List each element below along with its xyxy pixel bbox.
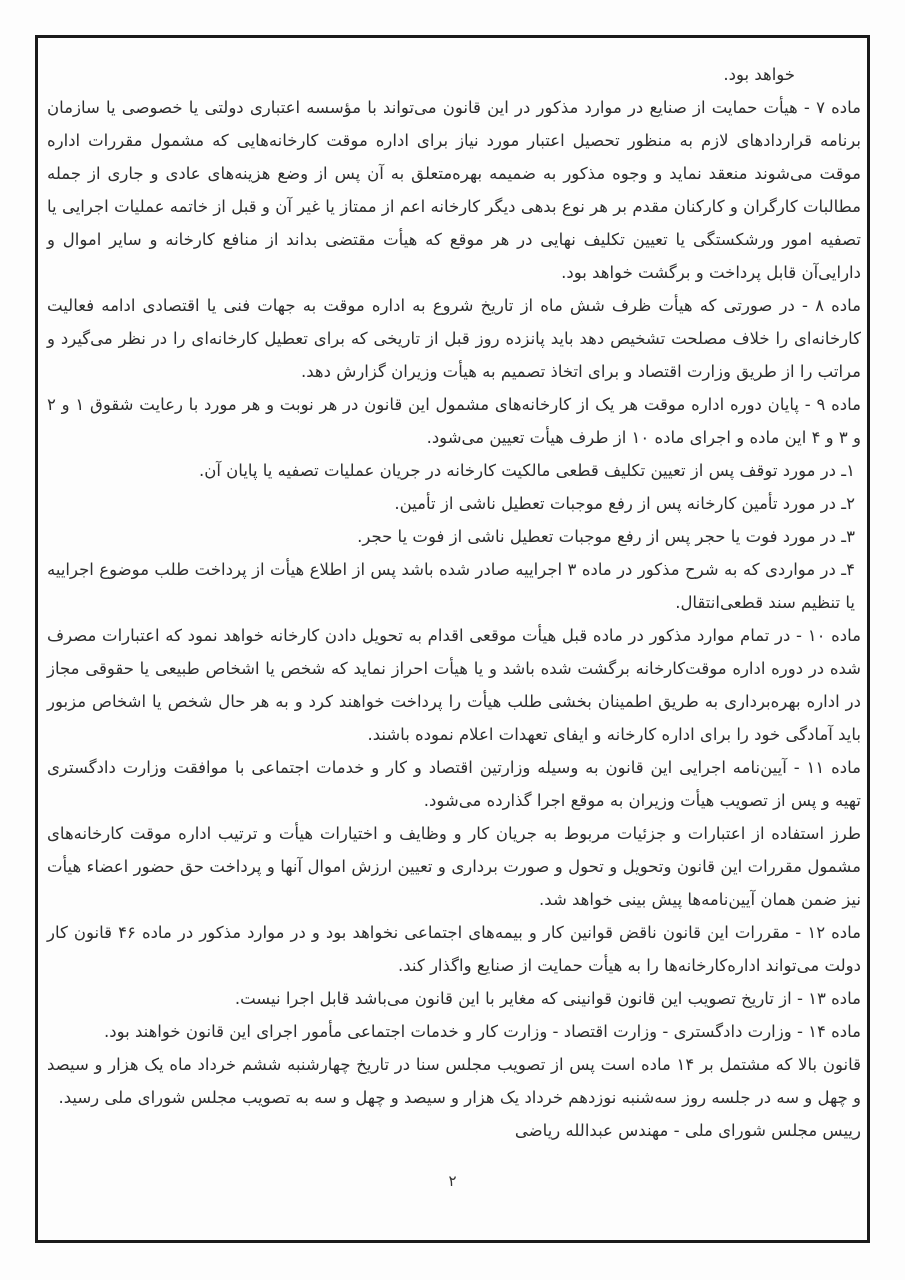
body-paragraph: طرز استفاده از اعتبارات و جزئیات مربوط به جریان کار و وظایف و اختیارات هیأت و ترتیب اداره موقت کارخانه‌های مشمول مقررات این قانون وتحویل و تحول و صورت برداری و تعیین ارزش اموال آنها و پرداخت حق حضور اعضاء هیأت نیز ضمن همان آیین‌نامه‌ها پیش بینی خواهد شد. [47, 824, 861, 909]
list-item: ۱ـ در مورد توقف پس از تعیین تکلیف قطعی مالکیت کارخانه در جریان عملیات تصفیه یا پایان آن. [198, 461, 855, 480]
article-paragraph: ماده ۸ - در صورتی که هیأت ظرف شش ماه از تاریخ شروع به اداره موقت به جهات فنی یا اقتصادی ادامه فعالیت کارخانه‌ای را خلاف مصلحت تشخیص دهد باید پانزده روز قبل از تاریخی که برای تعطیل کارخانه‌ای را در نظر می‌گیرد و مراتب را از طریق وزارت اقتصاد و برای اتخاذ تصمیم به هیأت وزیران گزارش دهد. [47, 296, 861, 381]
document-body [47, 58, 861, 1147]
page-number: ۲ [448, 1172, 457, 1190]
list-item: ۴ـ در مواردی که به شرح مذکور در ماده ۳ اجراییه صادر شده باشد پس از اطلاع هیأت از پرداخت طلب موضوع اجراییه یا تنظیم سند قطعی‌انتقال. [47, 560, 855, 612]
article-paragraph: ماده ۱۰ - در تمام موارد مذکور در ماده قبل هیأت موقعی اقدام به تحویل دادن کارخانه خواهد نمود که اعتبارات مصرف شده در دوره اداره موقت‌کارخانه برگشت شده باشد و یا هیأت احراز نماید که شخص یا اشخاص طبیعی یا حقوقی مجاز در اداره بهره‌برداری به طریق اطمینان بخشی طلب هیأت را پرداخت خواهند کرد و به هر حال شخص یا اشخاص مزبور باید آمادگی خود را برای اداره کارخانه و ایفای تعهدات اعلام نموده باشند. [47, 626, 861, 744]
signature-line: رییس مجلس شورای ملی - مهندس عبدالله ریاضی [514, 1121, 861, 1140]
page-border-frame [35, 35, 870, 1243]
article-paragraph: ماده ۱۳ - از تاریخ تصویب این قانون قوانینی که مغایر با این قانون می‌باشد قابل اجرا نیست. [234, 989, 861, 1008]
article-paragraph: ماده ۱۲ - مقررات این قانون ناقض قوانین کار و بیمه‌های اجتماعی نخواهد بود و در موارد مذکور در ماده ۴۶ قانون کار دولت می‌تواند اداره‌کارخانه‌ها را به هیأت حمایت از صنایع واگذار کند. [47, 923, 861, 975]
article-paragraph: ماده ۹ - پایان دوره اداره موقت هر یک از کارخانه‌های مشمول این قانون در هر نوبت و هر مورد با رعایت شقوق ۱ و ۲ و ۳ و ۴ این ماده و اجرای ماده ۱۰ از طرف هیأت تعیین می‌شود. [47, 395, 861, 447]
article-paragraph: ماده ۷ - هیأت حمایت از صنایع در موارد مذکور در این قانون می‌تواند با مؤسسه اعتباری دولتی یا خصوصی یا سازمان برنامه قراردادهای لازم به منظور تحصیل اعتبار مورد نیاز برای اداره موقت کارخانه‌هایی که مشمول مقررات اداره موقت می‌شوند منعقد نماید و وجوه مذکور به ضمیمه بهره‌متعلق به آن پس از وضع هزینه‌های عادی و جاری از جمله مطالبات کارگران و کارکنان مقدم بر هر نوع بدهی دیگر کارخانه اعم از ممتاز یا غیر آن و قبل از خاتمه عملیات اجرایی یا تصفیه امور ورشکستگی یا تعیین تکلیف نهایی در هر موقع که هیأت مقتضی بداند از منافع کارخانه و سایر اموال و دارایی‌آن قابل پرداخت و برگشت خواهد بود. [47, 98, 861, 282]
list-item: ۲ـ در مورد تأمین کارخانه پس از رفع موجبات تعطیل ناشی از تأمین. [394, 494, 855, 513]
continuation-line: خواهد بود. [723, 65, 795, 84]
article-paragraph: ماده ۱۱ - آیین‌نامه اجرایی این قانون به وسیله وزارتین اقتصاد و کار و خدمات اجتماعی با موافقت وزارت دادگستری تهیه و پس از تصویب هیأت وزیران به موقع اجرا گذارده می‌شود. [47, 758, 861, 810]
closing-paragraph: قانون بالا که مشتمل بر ۱۴ ماده است پس از تصویب مجلس سنا در تاریخ چهارشنبه ششم خرداد ماه یک هزار و سیصد و چهل و سه در جلسه روز سه‌شنبه نوزدهم خرداد یک هزار و سیصد و چهل و سه به تصویب مجلس شورای ملی رسید. [47, 1055, 861, 1107]
article-paragraph: ماده ۱۴ - وزارت دادگستری - وزارت اقتصاد - وزارت کار و خدمات اجتماعی مأمور اجرای این قانون خواهند بود. [104, 1022, 861, 1041]
list-item: ۳ـ در مورد فوت یا حجر پس از رفع موجبات تعطیل ناشی از فوت یا حجر. [357, 527, 855, 546]
